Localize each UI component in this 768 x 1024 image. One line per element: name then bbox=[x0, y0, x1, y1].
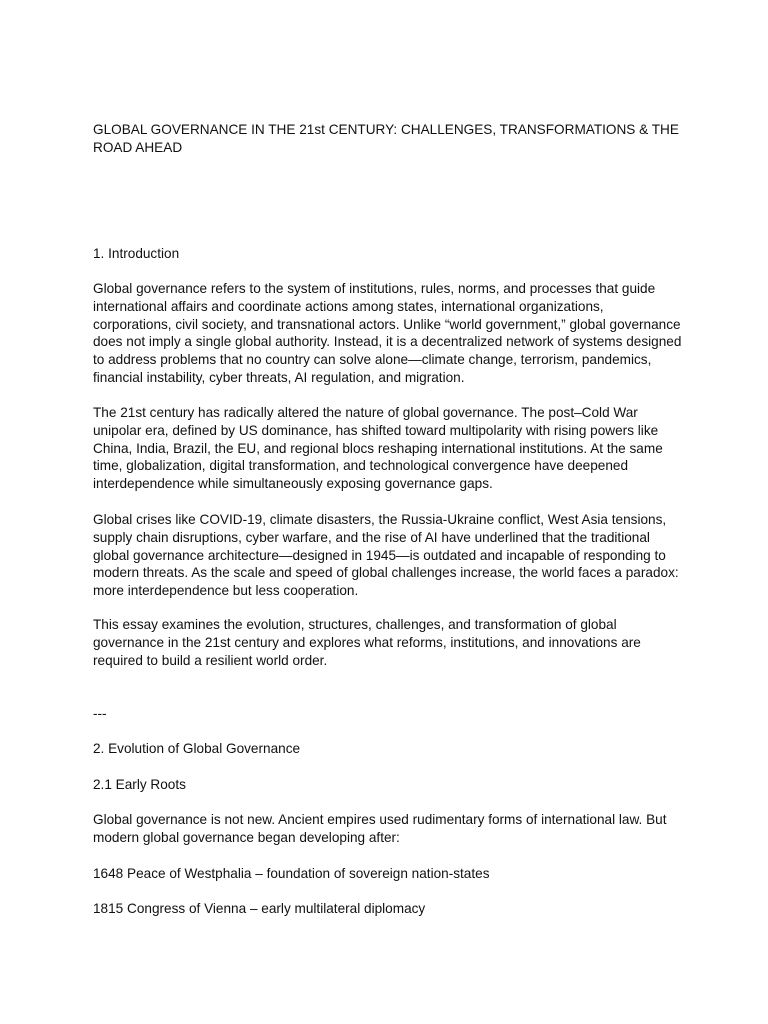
paragraph: The 21st century has radically altered the nature of global governance. The post–Cold War unipolar era, defined by US dominance, has shifted toward multipolarity with rising powers like China, India, Brazil, the EU, and regional blocs reshaping international institutions. At the same time, globalization, digital transformation, and technological convergence have deepened interdependence while simultaneously exposing governance gaps. bbox=[93, 405, 663, 492]
paragraph: Global crises like COVID-19, climate disasters, the Russia-Ukraine conflict, West Asia tensions, supply chain disruptions, cyber warfare, and the rise of AI have underlined that the traditional global governance architecture—designed in 1945—is outdated and incapable of responding to modern threats. As the scale and speed of global challenges increase, the world faces a paradox: more interdependence but less cooperation. bbox=[93, 512, 679, 599]
separator: --- bbox=[93, 706, 107, 721]
milestone-item: 1648 Peace of Westphalia – foundation of sovereign nation-states bbox=[93, 866, 490, 881]
paragraph: Global governance is not new. Ancient empires used rudimentary forms of international law. But modern global governance began developing after: bbox=[93, 812, 667, 845]
section-heading-evolution: 2. Evolution of Global Governance bbox=[93, 741, 301, 756]
document-title: GLOBAL GOVERNANCE IN THE 21st CENTURY: CHALLENGES, TRANSFORMATIONS & THE ROAD AHEAD bbox=[93, 122, 679, 155]
section-heading-introduction: 1. Introduction bbox=[93, 246, 180, 261]
paragraph: Global governance refers to the system of institutions, rules, norms, and processes that guide international affairs and coordinate actions among states, international organizations, corporations, civil society, and transnational actors. Unlike “world government,” global governance does not imply a single global authority. Instead, it is a decentralized network of systems designed to address problems that no country can solve alone—climate change, terrorism, pandemics, financial instability, cyber threats, AI regulation, and migration. bbox=[93, 281, 682, 385]
paragraph: This essay examines the evolution, structures, challenges, and transformation of global governance in the 21st century and explores what reforms, institutions, and innovations are required to build a resilient world order. bbox=[93, 617, 641, 668]
subsection-heading-early-roots: 2.1 Early Roots bbox=[93, 777, 186, 792]
milestone-item: 1815 Congress of Vienna – early multilateral diplomacy bbox=[93, 901, 426, 916]
